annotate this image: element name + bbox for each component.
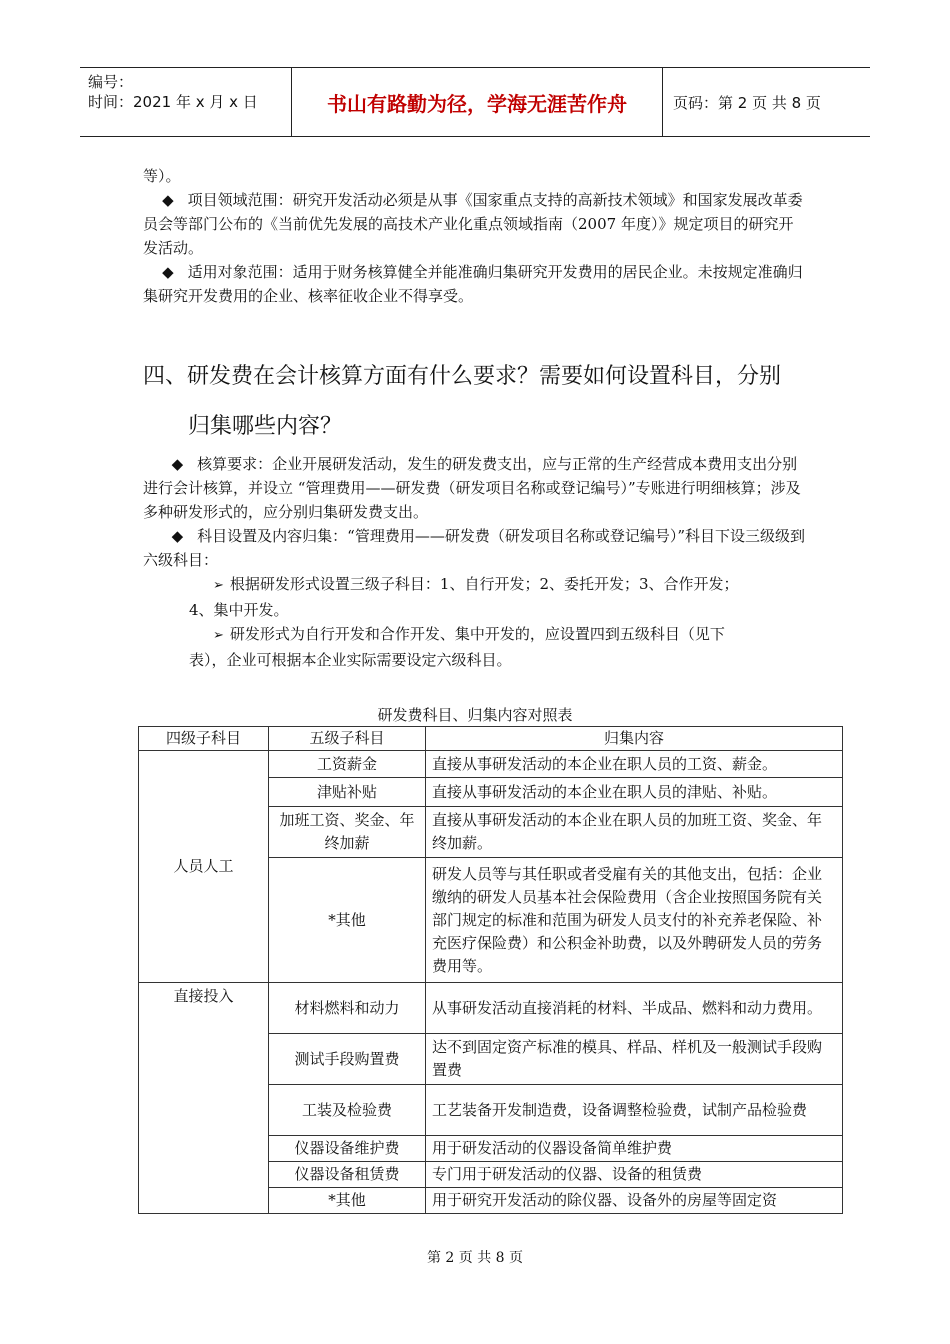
content-cell: 直接从事研发活动的本企业在职人员的加班工资、奖金、年终加薪。	[426, 807, 843, 858]
group-direct-input: 直接投入	[139, 983, 269, 1214]
diamond-bullet-icon: ◆	[162, 263, 174, 281]
sub-item-2	[143, 622, 808, 648]
column-header: 四级子科目	[139, 727, 269, 751]
page-footer: 第 2 页 共 8 页	[426, 1250, 524, 1266]
column-header: 归集内容	[426, 727, 843, 751]
bullet-scope-text: 项目领域范围：研究开发活动必须是从事《国家重点支持的高新技术领域》和国家发展改革委员会等部门公布的《当前优先发展的高技术产业化重点领域指南（2007 年度）》规定项目的研究开发活动。	[143, 191, 803, 257]
cost-table	[138, 726, 843, 1214]
page-header	[80, 67, 870, 137]
sub-item-1	[143, 572, 808, 598]
sub-item-2b: 表），企业可根据本企业实际需要设定六级科目。	[189, 651, 512, 669]
diamond-bullet-icon: ◆	[171, 455, 184, 473]
group-personnel: 人员人工	[139, 751, 269, 983]
content-cell: 用于研究开发活动的除仪器、设备外的房屋等固定资	[426, 1188, 843, 1214]
header-page-label: 页码：第 2 页 共 8 页	[673, 93, 821, 112]
paragraph-line0: 等）。	[143, 167, 181, 185]
section-heading	[143, 352, 808, 452]
content-cell: 专门用于研发活动的仪器、设备的租赁费	[426, 1162, 843, 1188]
content-cell: 工艺装备开发制造费，设备调整检验费，试制产品检验费	[426, 1085, 843, 1136]
diamond-bullet-icon: ◆	[162, 191, 174, 209]
sub-item-1b: 4、集中开发。	[189, 601, 289, 619]
sub-subject-cell: 津贴补贴	[269, 778, 426, 807]
number-label: 编号：	[88, 73, 134, 91]
content-cell: 用于研发活动的仪器设备简单维护费	[426, 1136, 843, 1162]
content-cell: 直接从事研发活动的本企业在职人员的津贴、补贴。	[426, 778, 843, 807]
bullet-scope	[143, 188, 808, 260]
content-cell: 达不到固定资产标准的模具、样品、样机及一般测试手段购置费	[426, 1034, 843, 1085]
diamond-bullet-icon: ◆	[171, 527, 184, 545]
bullet-accounting-text: 核算要求：企业开展研发活动，发生的研发费支出，应与正常的生产经营成本费用支出分别进行会计核算，并设立 “管理费用——研发费（研发项目名称或登记编号）”专账进行明细核算；涉及多种研发形式的，应分别归集研发费支出。	[143, 455, 801, 521]
bullet-subjects	[143, 524, 808, 572]
sub-subject-cell: 仪器设备维护费	[269, 1136, 426, 1162]
table-header-row	[139, 727, 843, 751]
sub-item-1-text: 根据研发形式设置三级子科目：1、自行开发；2、委托开发；3、合作开发；	[229, 575, 739, 593]
content-cell: 研发人员等与其任职或者受雇有关的其他支出，包括：企业缴纳的研发人员基本社会保险费用（含企业按照国务院有关部门规定的标准和范围为研发人员支付的补充养老保险、补充医疗保险费）和公积金补助费，以及外聘研发人员的劳务费用等。	[426, 858, 843, 983]
sub-subject-cell: 测试手段购置费	[269, 1034, 426, 1085]
column-header: 五级子科目	[269, 727, 426, 751]
content-cell: 从事研发活动直接消耗的材料、半成品、燃料和动力费用。	[426, 983, 843, 1034]
sub-subject-cell: 仪器设备租赁费	[269, 1162, 426, 1188]
heading-line1: 四、研发费在会计核算方面有什么要求？需要如何设置科目，分别	[143, 364, 782, 389]
document-body	[143, 164, 808, 672]
bullet-accounting	[143, 452, 808, 524]
sub-item-2-text: 研发形式为自行开发和合作开发、集中开发的，应设置四到五级科目（见下	[229, 625, 725, 643]
time-label: 时间：2021 年 x 月 x 日	[88, 93, 258, 111]
table-caption: 研发费科目、归集内容对照表	[377, 706, 573, 724]
bullet-subjects-text: 科目设置及内容归集：“管理费用——研发费（研发项目名称或登记编号）”科目下设三级级到六级科目：	[143, 527, 805, 569]
sub-subject-cell: 工装及检验费	[269, 1085, 426, 1136]
sub-subject-cell: 工资薪金	[269, 751, 426, 778]
header-motto: 书山有路勤为径，学海无涯苦作舟	[291, 68, 663, 136]
sub-subject-cell: *其他	[269, 1188, 426, 1214]
bullet-applicable	[143, 260, 808, 308]
sub-subject-cell: *其他	[269, 858, 426, 983]
content-cell: 直接从事研发活动的本企业在职人员的工资、薪金。	[426, 751, 843, 778]
bullet-applicable-text: 适用对象范围：适用于财务核算健全并能准确归集研究开发费用的居民企业。未按规定准确归集研究开发费用的企业、核率征收企业不得享受。	[143, 263, 803, 305]
heading-line2: 归集哪些内容？	[188, 414, 343, 439]
sub-subject-cell: 加班工资、奖金、年终加薪	[269, 807, 426, 858]
table-row	[139, 751, 843, 778]
sub-subject-cell: 材料燃料和动力	[269, 983, 426, 1034]
header-meta	[80, 68, 291, 136]
table-row	[139, 983, 843, 1034]
arrow-bullet-icon: ➢	[213, 628, 224, 643]
arrow-bullet-icon: ➢	[213, 578, 224, 593]
